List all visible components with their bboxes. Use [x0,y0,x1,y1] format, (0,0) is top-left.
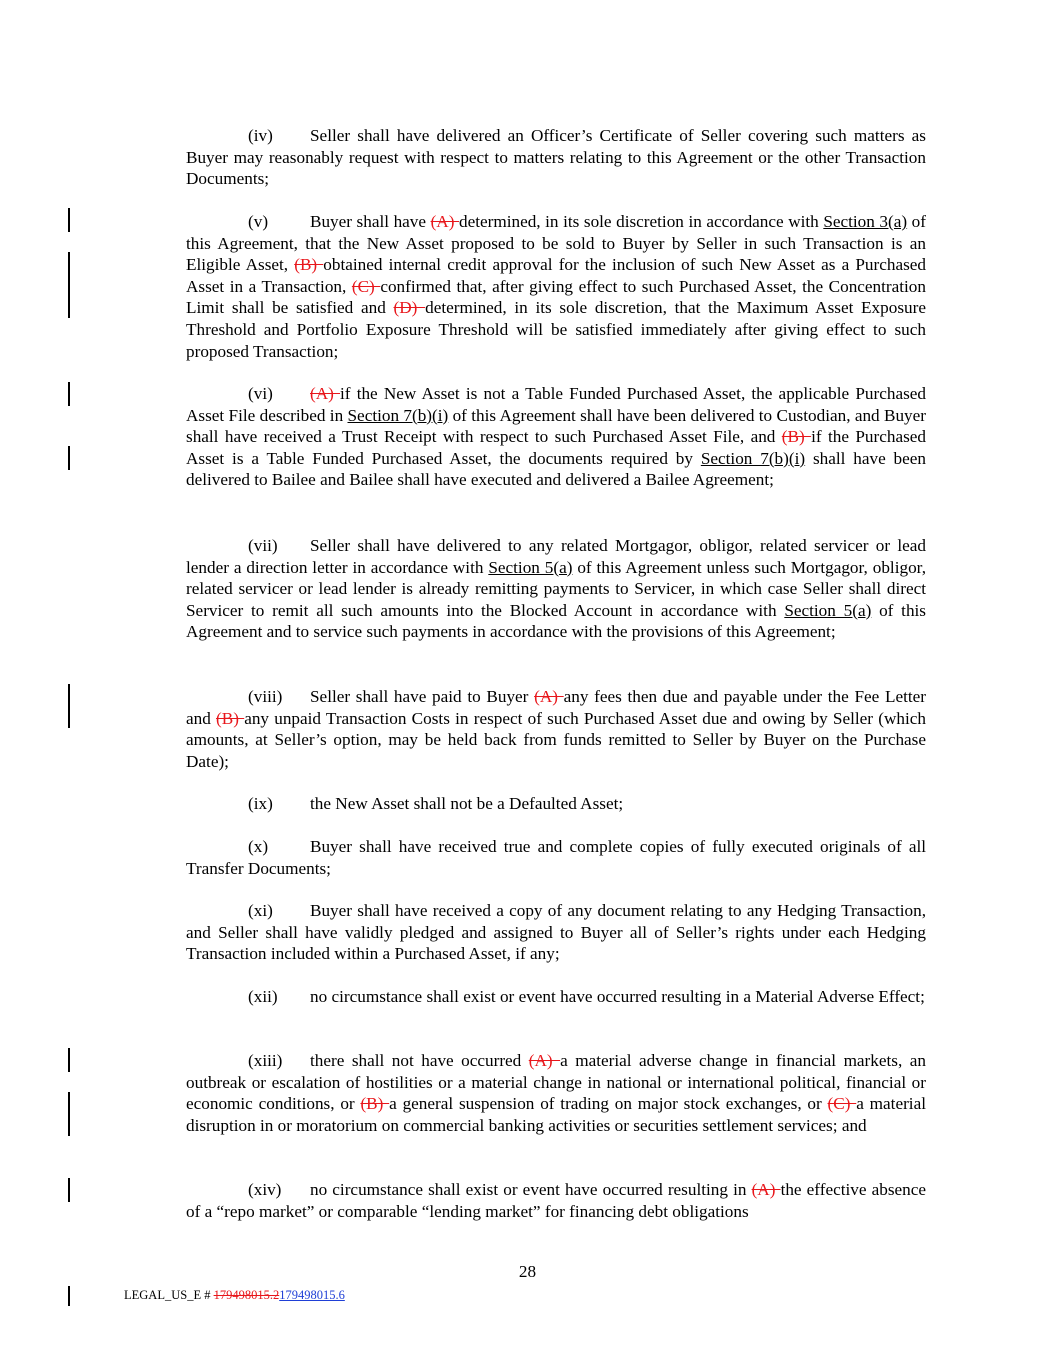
deleted-clause-marker: (B) [360,1094,390,1114]
change-bar [68,684,70,728]
section-reference: Section 5(a) [784,600,872,620]
deleted-clause-marker: (C) [827,1094,857,1114]
deleted-clause-marker: (A) [751,1180,781,1199]
paragraph-vii [186,535,926,643]
footer-new-id: 179498015.6 [279,1288,345,1302]
section-reference: Section 7(b)(i) [347,405,449,425]
footer-old-id: 179498015.2 [213,1288,280,1302]
change-bar [68,252,70,318]
paragraph-text: of this Agreement shall have been delivered to Custodian, and Buyer shall have received a Trust Receipt with respect to such Purchased Asset File, and [186,405,926,447]
paragraph-number: (xii) [248,987,278,1006]
paragraph-number: (v) [248,212,269,231]
paragraph-text: of this Agreement, that the New Asset proposed to be sold to Buyer by Seller in such Transaction is an Eligible Asset, [186,212,926,275]
paragraph-xiv [186,1179,926,1222]
paragraph-text: of this Agreement and to service such payments in accordance with the provisions of this Agreement; [186,600,926,642]
paragraph-number: (ix) [248,794,273,813]
deleted-clause-marker: (B) [216,708,245,728]
paragraph-v [186,211,926,362]
paragraph-text: a material adverse change in financial markets, an outbreak or escalation of hostilities or a material change in national or international political, financial or economic conditions, or [186,1051,926,1114]
paragraph-text: any unpaid Transaction Costs in respect of such Purchased Asset due and owing by Seller (which amounts, at Seller’s option, may be held back from funds remitted to Seller by Buyer on the Purchase Date); [186,708,926,771]
deleted-clause-marker: (A) [528,1051,561,1070]
footer-prefix: LEGAL_US_E # [124,1288,214,1302]
paragraph-text: determined, in its sole discretion, that the Maximum Asset Exposure Threshold and Portfolio Exposure Threshold will be satisfied immediately after giving effect to such proposed Transaction; [186,298,926,361]
paragraph-number: (vii) [248,536,278,555]
paragraph-text: no circumstance shall exist or event have occurred resulting in a Material Adverse Effect; [310,987,925,1006]
section-reference: Section 5(a) [488,557,573,577]
paragraph-text: a material disruption in or moratorium on commercial banking activities or securities settlement services; and [186,1094,926,1135]
paragraph-xi [186,900,926,965]
change-bar [68,208,70,232]
paragraph-text: Seller shall have delivered an Officer’s Certificate of Seller covering such matters as Buyer may reasonably request with respect to matters relating to this Agreement or the other Transaction Documents; [186,126,926,189]
deleted-clause-marker: (A) [534,687,564,706]
change-bar [68,446,70,470]
deleted-clause-marker: (B) [294,255,324,275]
deleted-clause-marker: (C) [351,276,381,296]
paragraph-text: Buyer shall have [310,212,431,231]
deleted-clause-marker: (A) [310,384,341,403]
deleted-clause-marker: (D) [393,298,426,318]
paragraph-xii [186,986,926,1008]
paragraph-viii [186,686,926,772]
paragraph-text: Buyer shall have received a copy of any document relating to any Hedging Transaction, and Seller shall have validly pledged and assigned to Buyer all of Seller’s rights under each Hedging Transaction included within a Purchased Asset, if any; [186,901,926,964]
paragraph-xiii [186,1050,926,1136]
paragraph-text: Seller shall have delivered to any related Mortgagor, obligor, related servicer or lead lender a direction letter in accordance with [186,536,926,577]
change-bar [68,1178,70,1202]
paragraph-text: any fees then due and payable under the Fee Letter and [186,687,926,728]
paragraph-text: Buyer shall have received true and complete copies of fully executed originals of all Transfer Documents; [186,837,926,878]
paragraph-text: determined, in its sole discretion in accordance with [459,212,824,231]
paragraph-text: obtained internal credit approval for the inclusion of such New Asset as a Purchased Asset in a Transaction, [186,255,926,296]
paragraph-text: no circumstance shall exist or event have occurred resulting in [310,1180,752,1199]
section-reference: Section 7(b)(i) [700,448,806,468]
paragraph-vi [186,383,926,491]
paragraph-number: (viii) [248,687,283,706]
paragraph-text: confirmed that, after giving effect to such Purchased Asset, the Concentration Limit shall be satisfied and [186,276,926,318]
paragraph-number: (xi) [248,901,273,920]
paragraph-number: (x) [248,837,269,856]
paragraph-text: the New Asset shall not be a Defaulted Asset; [310,794,624,813]
paragraph-text: shall have been delivered to Bailee and Bailee shall have executed and delivered a Bailee Agreement; [186,448,926,490]
deleted-clause-marker: (B) [781,427,812,447]
paragraph-number: (vi) [248,384,273,403]
change-bar [68,1048,70,1072]
page-number: 28 [518,1262,537,1281]
change-bar [68,1286,70,1306]
paragraph-text: Seller shall have paid to Buyer [310,687,535,706]
change-bar [68,1092,70,1136]
paragraph-text: of this Agreement unless such Mortgagor, obligor, related servicer or lead lender is already remitting payments to Servicer, in which case Seller shall direct Servicer to remit all such amounts into the Blocked Account in accordance with [186,557,926,620]
paragraph-x [186,836,926,879]
paragraph-text: the effective absence of a “repo market” or comparable “lending market” for financing debt obligations [186,1180,926,1221]
paragraph-text: if the Purchased Asset is a Table Funded Purchased Asset, the documents required by [186,427,926,468]
document-id-footer [124,1288,345,1303]
paragraph-ix [186,793,926,815]
change-bar [68,382,70,406]
paragraph-number: (xiv) [248,1180,282,1199]
paragraph-text: a general suspension of trading on major stock exchanges, or [389,1094,828,1114]
paragraph-text: there shall not have occurred [310,1051,529,1070]
deleted-clause-marker: (A) [430,212,459,231]
paragraph-number: (xiii) [248,1051,283,1070]
section-reference: Section 3(a) [823,212,908,231]
paragraph-text: if the New Asset is not a Table Funded Purchased Asset, the applicable Purchased Asset File described in [186,384,926,425]
paragraph-number: (iv) [248,126,273,145]
paragraph-iv [186,125,926,190]
